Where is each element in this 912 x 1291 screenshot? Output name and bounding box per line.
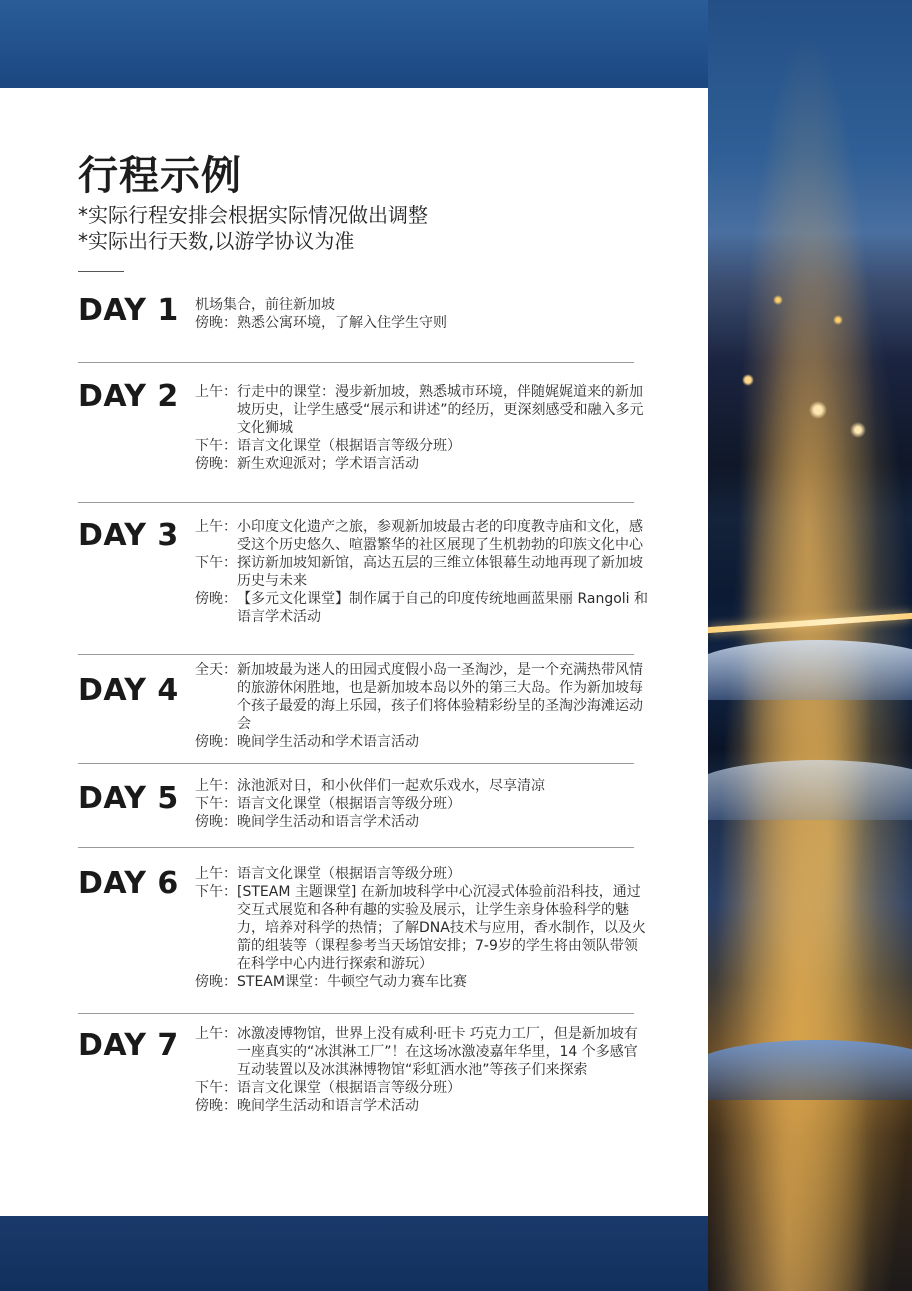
item-text: 语言文化课堂（根据语言等级分班）	[237, 866, 461, 882]
item-time-label: 傍晚：	[195, 734, 237, 750]
item-text: STEAM课堂：牛顿空气动力赛车比赛	[237, 974, 467, 990]
item-time-label: 上午：	[195, 778, 237, 794]
schedule-item	[195, 795, 650, 813]
schedule-item	[195, 883, 650, 973]
item-text: 语言文化课堂（根据语言等级分班）	[237, 1080, 461, 1096]
item-time-label: 傍晚：	[195, 974, 237, 990]
day-items	[195, 865, 650, 991]
item-time-label: 下午：	[195, 555, 237, 571]
item-time-label: 上午：	[195, 384, 237, 400]
day-divider	[78, 847, 634, 848]
item-time-label: 下午：	[195, 796, 237, 812]
itinerary-panel	[0, 88, 708, 1216]
item-time-label: 全天：	[195, 662, 237, 678]
item-text: 晚间学生活动和语言学术活动	[237, 1098, 419, 1114]
schedule-item	[195, 661, 650, 733]
item-time-label: 上午：	[195, 866, 237, 882]
day-label: DAY 6	[78, 866, 179, 901]
day-label: DAY 2	[78, 379, 179, 414]
note-days: *实际出行天数,以游学协议为准	[78, 229, 355, 253]
item-text: 冰激凌博物馆，世界上没有威利·旺卡 巧克力工厂，但是新加坡有一座真实的“冰淇淋工厂”！在这场冰激凌嘉年华里，14 个多感官互动装置以及冰淇淋博物馆“彩虹洒水池”等孩子们来探索	[237, 1026, 638, 1078]
schedule-item	[195, 1025, 650, 1079]
schedule-item	[195, 1097, 650, 1115]
item-time-label: 傍晚：	[195, 315, 237, 331]
bottom-band	[0, 1216, 708, 1291]
item-text: 语言文化课堂（根据语言等级分班）	[237, 796, 461, 812]
day-block	[78, 866, 646, 996]
schedule-item	[195, 973, 650, 991]
schedule-item	[195, 733, 650, 751]
day-block	[78, 518, 649, 648]
item-text: 语言文化课堂（根据语言等级分班）	[237, 438, 461, 454]
item-time-label: 上午：	[195, 1026, 237, 1042]
item-text: 新加坡最为迷人的田园式度假小岛一圣淘沙，是一个充满热带风情的旅游休闲胜地，也是新加坡本岛以外的第三大岛。作为新加坡每个孩子最爱的海上乐园，孩子们将体验精彩纷呈的圣淘沙海滩运动会	[237, 662, 643, 732]
item-text: 行走中的课堂：漫步新加坡，熟悉城市环境，伴随娓娓道来的新加坡历史，让学生感受“展示和讲述”的经历，更深刻感受和融入多元文化狮城	[237, 384, 644, 436]
day-label: DAY 3	[78, 518, 179, 553]
item-time-label: 上午：	[195, 519, 237, 535]
day-divider	[78, 502, 634, 503]
schedule-item	[195, 296, 650, 314]
schedule-item	[195, 314, 650, 332]
day-divider	[78, 362, 634, 363]
day-items	[195, 383, 650, 473]
schedule-item	[195, 455, 650, 473]
day-items	[195, 518, 650, 626]
page-title: 行程示例	[78, 153, 242, 199]
item-text: [STEAM 主题课堂] 在新加坡科学中心沉浸式体验前沿科技，通过交互式展览和各种有趣的实验及展示，让学生亲身体验科学的魅力，培养对科学的热情；了解DNA技术与应用，香水制作，以及火箭的组装等（课程参考当天场馆安排；7-9岁的学生将由领队带领在科学中心内进行探索和游玩）	[237, 884, 646, 972]
day-items	[195, 296, 650, 332]
item-text: 新生欢迎派对；学术语言活动	[237, 456, 419, 472]
item-text: 探访新加坡知新馆，高达五层的三维立体银幕生动地再现了新加坡历史与未来	[237, 555, 643, 589]
gardens-dome-roof	[708, 760, 912, 820]
schedule-item	[195, 865, 650, 883]
schedule-item	[195, 437, 650, 455]
item-time-label: 傍晚：	[195, 1098, 237, 1114]
singapore-night-photo	[708, 0, 912, 1291]
item-time-label: 傍晚：	[195, 814, 237, 830]
day-divider	[78, 1013, 634, 1014]
item-text: 【多元文化课堂】制作属于自己的印度传统地画蓝果丽 Rangoli 和语言学术活动	[237, 591, 649, 625]
item-text: 机场集合，前往新加坡	[195, 297, 335, 313]
day-block	[78, 778, 638, 841]
day-label: DAY 7	[78, 1028, 179, 1063]
day-block	[78, 1028, 638, 1138]
item-text: 泳池派对日，和小伙伴们一起欢乐戏水，尽享清凉	[237, 778, 545, 794]
day-items	[195, 777, 650, 831]
schedule-item	[195, 554, 650, 590]
day-divider	[78, 654, 634, 655]
day-block	[78, 662, 643, 773]
day-block	[78, 379, 644, 489]
day-items	[195, 1025, 650, 1115]
item-text: 晚间学生活动和学术语言活动	[237, 734, 419, 750]
day-divider	[78, 763, 634, 764]
item-time-label: 下午：	[195, 438, 237, 454]
item-time-label: 傍晚：	[195, 591, 237, 607]
schedule-item	[195, 518, 650, 554]
day-items	[195, 661, 650, 751]
schedule-item	[195, 777, 650, 795]
schedule-item	[195, 813, 650, 831]
item-time-label: 下午：	[195, 1080, 237, 1096]
item-time-label: 下午：	[195, 884, 237, 900]
day-label: DAY 5	[78, 781, 179, 816]
day-label: DAY 1	[78, 293, 179, 328]
item-text: 小印度文化遗产之旅，参观新加坡最古老的印度教寺庙和文化，感受这个历史悠久、喧嚣繁华的社区展现了生机勃勃的印族文化中心	[237, 519, 643, 553]
item-time-label: 傍晚：	[195, 456, 237, 472]
day-label: DAY 4	[78, 673, 179, 708]
note-adjustment: *实际行程安排会根据实际情况做出调整	[78, 203, 428, 227]
schedule-item	[195, 383, 650, 437]
item-text: 晚间学生活动和语言学术活动	[237, 814, 419, 830]
schedule-item	[195, 1079, 650, 1097]
schedule-item	[195, 590, 650, 626]
gardens-dome-roof	[708, 640, 912, 700]
item-text: 熟悉公寓环境，了解入住学生守则	[237, 315, 447, 331]
building-roof	[708, 1040, 912, 1100]
title-divider	[78, 271, 124, 272]
day-block	[78, 293, 638, 353]
